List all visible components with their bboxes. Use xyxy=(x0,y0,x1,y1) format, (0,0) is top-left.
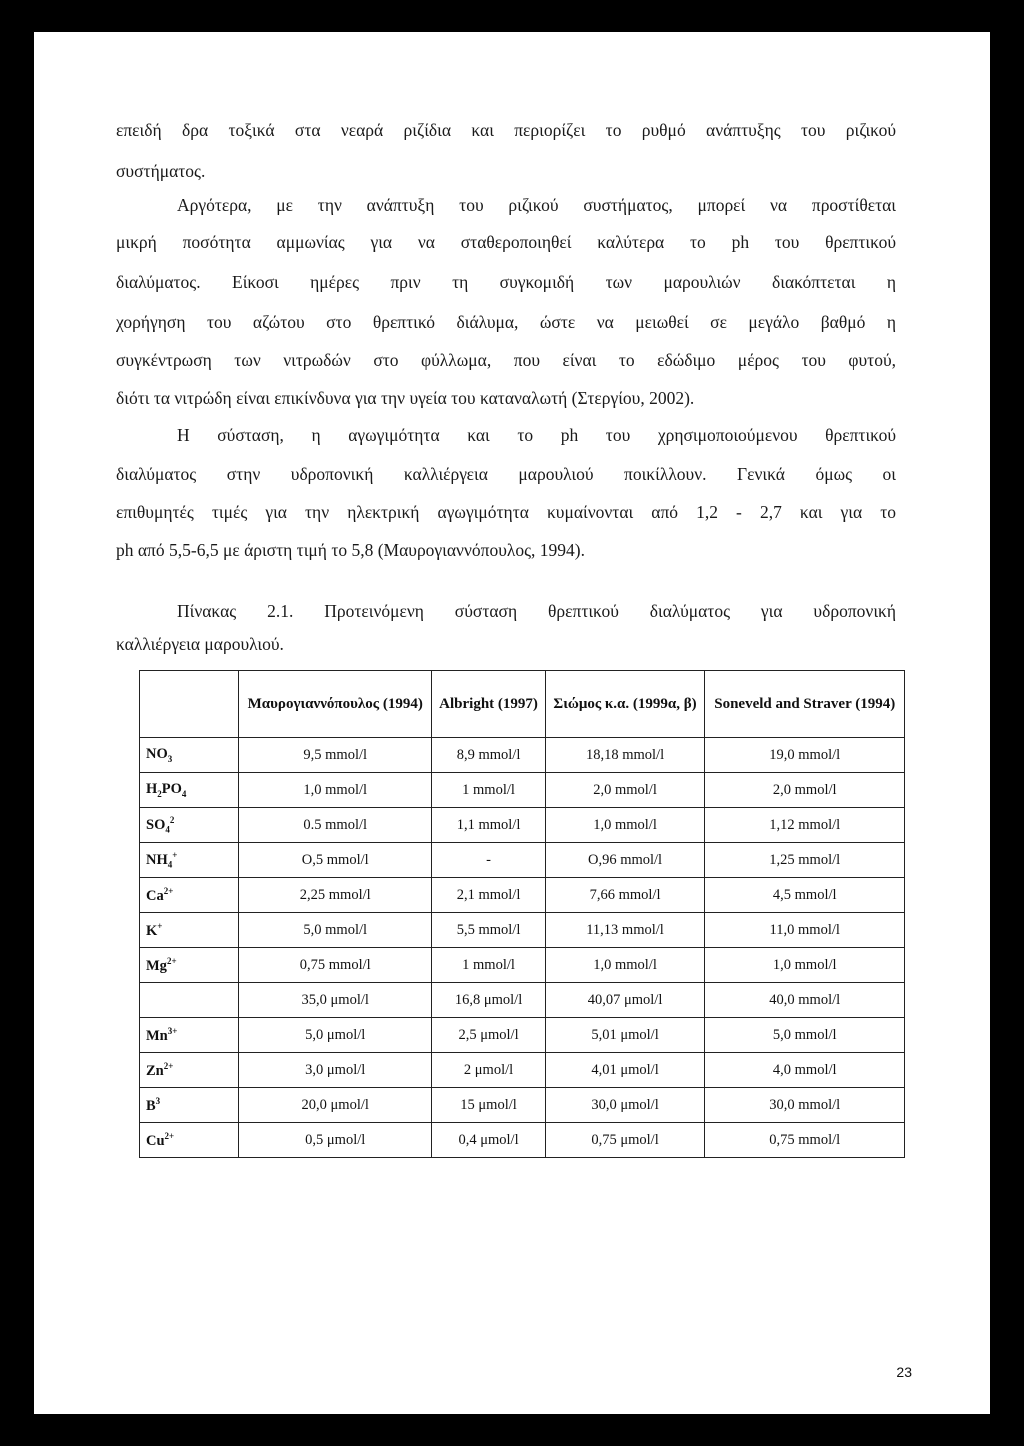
table-cell: 7,66 mmol/l xyxy=(545,878,705,913)
table-row xyxy=(140,843,905,878)
table-cell: 1,1 mmol/l xyxy=(432,808,545,843)
table-cell: O,96 mmol/l xyxy=(545,843,705,878)
ion-label-part: NO xyxy=(146,746,168,763)
ion-label xyxy=(140,1123,239,1158)
table-cell: 5,0 μmol/l xyxy=(239,1018,432,1053)
table-cell: 0,5 μmol/l xyxy=(239,1123,432,1158)
ion-label-part: Cu xyxy=(146,1132,165,1149)
table-cell: 5,0 mmol/l xyxy=(239,913,432,948)
ion-label-part: Mn xyxy=(146,1027,168,1044)
ion-label-part: SO xyxy=(146,816,166,833)
ion-label-part: 2+ xyxy=(163,885,174,896)
ion-label xyxy=(140,773,239,808)
ion-label-part: + xyxy=(172,850,178,861)
table-cell: - xyxy=(432,843,545,878)
table-cell: 2,5 μmol/l xyxy=(432,1018,545,1053)
table-cell: 11,13 mmol/l xyxy=(545,913,705,948)
ion-label-part: 2+ xyxy=(166,955,177,966)
table-header-row xyxy=(140,671,905,738)
paragraph-line: διαλύματος στην υδροπονική καλλιέργεια μαρουλιού ποικίλλουν. Γενικά όμως οι xyxy=(116,464,896,484)
header-cell: Σιώμος κ.α. (1999α, β) xyxy=(545,671,705,738)
table-row xyxy=(140,1053,905,1088)
table-cell: 5,01 μmol/l xyxy=(545,1018,705,1053)
table-row xyxy=(140,948,905,983)
paragraph-line: συγκέντρωση των νιτρωδών στο φύλλωμα, που είναι το εδώδιμο μέρος του φυτού, xyxy=(116,350,896,370)
ion-label-part: 4 xyxy=(165,824,170,835)
table-cell: 2,0 mmol/l xyxy=(705,773,905,808)
paragraph-line: Η σύσταση, η αγωγιμότητα και το ph του χρησιμοποιούμενου θρεπτικού xyxy=(177,425,896,445)
table-row xyxy=(140,878,905,913)
ion-label-part: Ca xyxy=(146,887,164,904)
table-cell: 11,0 mmol/l xyxy=(705,913,905,948)
table-cell: 1,12 mmol/l xyxy=(705,808,905,843)
ion-label xyxy=(140,738,239,773)
header-cell xyxy=(140,671,239,738)
table-cell: 1,0 mmol/l xyxy=(705,948,905,983)
table-cell: 1,0 mmol/l xyxy=(545,948,705,983)
table-cell: 30,0 mmol/l xyxy=(705,1088,905,1123)
ion-label-part: Mg xyxy=(146,957,167,974)
ion-label xyxy=(140,1088,239,1123)
table-cell: 0,75 mmol/l xyxy=(705,1123,905,1158)
paragraph-line: Αργότερα, με την ανάπτυξη του ριζικού συστήματος, μπορεί να προστίθεται xyxy=(177,195,896,215)
ion-label-part: K xyxy=(146,922,158,939)
table-cell: 0,75 mmol/l xyxy=(239,948,432,983)
table-cell: 0,4 μmol/l xyxy=(432,1123,545,1158)
ion-label xyxy=(140,1018,239,1053)
table-cell: 2 μmol/l xyxy=(432,1053,545,1088)
table-cell: 3,0 μmol/l xyxy=(239,1053,432,1088)
ion-label xyxy=(140,913,239,948)
table-cell: 4,01 μmol/l xyxy=(545,1053,705,1088)
nutrient-table xyxy=(139,670,905,1158)
paragraph-line: επιθυμητές τιμές για την ηλεκτρική αγωγιμότητα κυμαίνονται από 1,2 - 2,7 και για το xyxy=(116,502,896,522)
page-number: 23 xyxy=(896,1364,912,1380)
table-caption: καλλιέργεια μαρουλιού. xyxy=(116,634,284,654)
table-cell: O,5 mmol/l xyxy=(239,843,432,878)
ion-label-part: H xyxy=(146,781,158,798)
table-row xyxy=(140,773,905,808)
ion-label-part: Zn xyxy=(146,1062,164,1079)
header-cell: Albright (1997) xyxy=(432,671,545,738)
paragraph-line: διαλύματος. Είκοσι ημέρες πριν τη συγκομιδή των μαρουλιών διακόπτεται η xyxy=(116,272,896,292)
table-cell: 0.5 mmol/l xyxy=(239,808,432,843)
ion-label-part: 3 xyxy=(167,753,173,764)
table-row xyxy=(140,738,905,773)
ion-label-part: 2 xyxy=(157,788,162,799)
table-cell: 5,0 mmol/l xyxy=(705,1018,905,1053)
ion-label xyxy=(140,1053,239,1088)
table-cell: 35,0 μmol/l xyxy=(239,983,432,1018)
ion-label-part: B xyxy=(146,1097,156,1114)
table-cell: 1 mmol/l xyxy=(432,948,545,983)
paragraph-line: διότι τα νιτρώδη είναι επικίνδυνα για την υγεία του καταναλωτή (Στεργίου, 2002). xyxy=(116,388,695,408)
table-cell: 0,75 μmol/l xyxy=(545,1123,705,1158)
table-row xyxy=(140,808,905,843)
ion-label-part: 4 xyxy=(181,788,187,799)
ion-label xyxy=(140,878,239,913)
header-cell: Μαυρογιαννόπουλος (1994) xyxy=(239,671,432,738)
paragraph-line: χορήγηση του αζώτου στο θρεπτικό διάλυμα, ώστε να μειωθεί σε μεγάλο βαθμό η xyxy=(116,312,896,332)
table-cell: 1,0 mmol/l xyxy=(545,808,705,843)
table-caption: Πίνακας 2.1. Προτεινόμενη σύσταση θρεπτικού διαλύματος για υδροπονική xyxy=(177,601,896,621)
table-cell: 4,0 mmol/l xyxy=(705,1053,905,1088)
ion-label-part: 2+ xyxy=(163,1060,174,1071)
ion-label xyxy=(140,948,239,983)
ion-label-part: PO xyxy=(161,781,182,798)
ion-label-part: + xyxy=(157,920,163,931)
table-cell: 19,0 mmol/l xyxy=(705,738,905,773)
table-cell: 18,18 mmol/l xyxy=(545,738,705,773)
ion-label-part: 2+ xyxy=(164,1130,175,1141)
paragraph-line: μικρή ποσότητα αμμωνίας για να σταθεροποιηθεί καλύτερα το ph του θρεπτικού xyxy=(116,232,896,252)
table-cell: 1,0 mmol/l xyxy=(239,773,432,808)
table-row xyxy=(140,1123,905,1158)
table-cell: 15 μmol/l xyxy=(432,1088,545,1123)
table-cell: 40,0 mmol/l xyxy=(705,983,905,1018)
ion-label xyxy=(140,983,239,1018)
table-cell: 40,07 μmol/l xyxy=(545,983,705,1018)
table-cell: 8,9 mmol/l xyxy=(432,738,545,773)
paragraph-line: συστήματος. xyxy=(116,161,206,181)
table-cell: 2,0 mmol/l xyxy=(545,773,705,808)
table-cell: 5,5 mmol/l xyxy=(432,913,545,948)
ion-label-part: 3+ xyxy=(167,1025,178,1036)
table-cell: 1 mmol/l xyxy=(432,773,545,808)
table-row xyxy=(140,1018,905,1053)
table-row xyxy=(140,1088,905,1123)
ion-label-part: 2 xyxy=(169,815,175,826)
ion-label-part: NH xyxy=(146,851,168,868)
header-cell: Soneveld and Straver (1994) xyxy=(705,671,905,738)
table-cell: 9,5 mmol/l xyxy=(239,738,432,773)
paragraph-line: ph από 5,5-6,5 με άριστη τιμή το 5,8 (Μαυρογιαννόπουλος, 1994). xyxy=(116,540,585,560)
table-cell: 16,8 μmol/l xyxy=(432,983,545,1018)
table-row xyxy=(140,913,905,948)
ion-label xyxy=(140,843,239,878)
table-cell: 4,5 mmol/l xyxy=(705,878,905,913)
ion-label-part: 4 xyxy=(167,859,173,870)
table-cell: 2,1 mmol/l xyxy=(432,878,545,913)
table-cell: 2,25 mmol/l xyxy=(239,878,432,913)
table-cell: 20,0 μmol/l xyxy=(239,1088,432,1123)
ion-label-part: 3 xyxy=(155,1095,161,1106)
table-row xyxy=(140,983,905,1018)
table-cell: 30,0 μmol/l xyxy=(545,1088,705,1123)
paragraph-line: επειδή δρα τοξικά στα νεαρά ριζίδια και περιορίζει το ρυθμό ανάπτυξης του ριζικού xyxy=(116,120,896,140)
ion-label xyxy=(140,808,239,843)
table-cell: 1,25 mmol/l xyxy=(705,843,905,878)
